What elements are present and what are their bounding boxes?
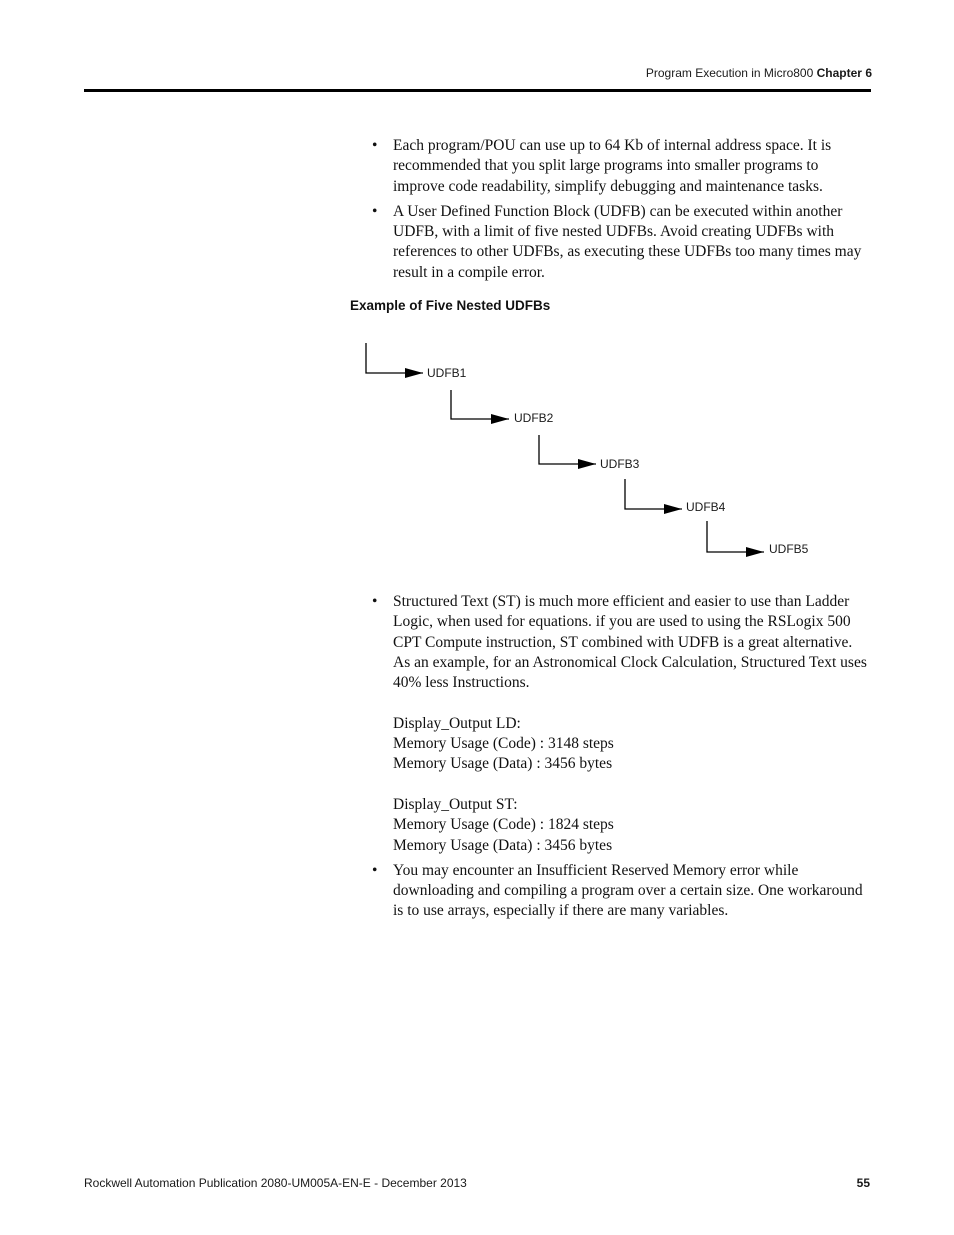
st-paragraph-2: As an example, for an Astronomical Clock Calculation, Structured Text uses 40% less Instructions. [393, 653, 867, 692]
bullet-list-top [370, 136, 870, 283]
nested-udfb-diagram [355, 335, 835, 570]
udfb5-label: UDFB5 [769, 542, 809, 556]
ld-memory-code: Memory Usage (Code) : 3148 steps [393, 735, 614, 753]
body-top [370, 136, 870, 288]
st-memory-data: Memory Usage (Data) : 3456 bytes [393, 836, 613, 854]
connector-arrow-2 [451, 390, 509, 419]
udfb2-label: UDFB2 [514, 411, 554, 425]
connector-arrow-1 [366, 343, 423, 373]
bullet-list-bottom [370, 592, 870, 922]
connector-arrow-3 [539, 435, 596, 464]
connector-arrow-5 [707, 521, 764, 552]
figure-heading: Example of Five Nested UDFBs [350, 298, 551, 313]
body-bottom [370, 592, 870, 927]
udfb1-label: UDFB1 [427, 366, 467, 380]
udfb4-label: UDFB4 [686, 500, 726, 514]
ld-memory-data: Memory Usage (Data) : 3456 bytes [393, 755, 613, 773]
running-header [646, 66, 872, 80]
bullet-program-size: • Each program/POU can use up to 64 Kb of internal address space. It is recommended that you split large programs into smaller programs to improve code readability, simplify debugging and maintenance tasks. [370, 136, 870, 197]
header-rule [84, 89, 871, 92]
footer-publication: Rockwell Automation Publication 2080-UM005A-EN-E - December 2013 [84, 1176, 467, 1190]
st-memory-code: Memory Usage (Code) : 1824 steps [393, 816, 614, 834]
bullet-reserved-memory: • You may encounter an Insufficient Reserved Memory error while downloading and compiling a program over a certain size. One workaround is to use arrays, especially if there are many variables. [370, 861, 870, 922]
header-chapter: Chapter 6 [816, 66, 872, 80]
st-output-title: Display_Output ST: [393, 795, 518, 813]
bullet-nested-udfb: • A User Defined Function Block (UDFB) can be executed within another UDFB, with a limit of five nested UDFBs. Avoid creating UDFBs with references to other UDFBs, as executing these UDFBs too many times may result in a compile error. [370, 202, 870, 283]
page-number: 55 [856, 1176, 870, 1190]
udfb3-label: UDFB3 [600, 457, 640, 471]
bullet-structured-text [370, 592, 870, 856]
connector-arrow-4 [625, 479, 682, 509]
ld-output-title: Display_Output LD: [393, 714, 521, 732]
header-section: Program Execution in Micro800 [645, 66, 814, 80]
st-paragraph-1: • Structured Text (ST) is much more efficient and easier to use than Ladder Logic, when used for equations. if you are used to using the RSLogix 500 CPT Compute instruction, ST combined with UDFB is a great alternative. [393, 593, 853, 651]
